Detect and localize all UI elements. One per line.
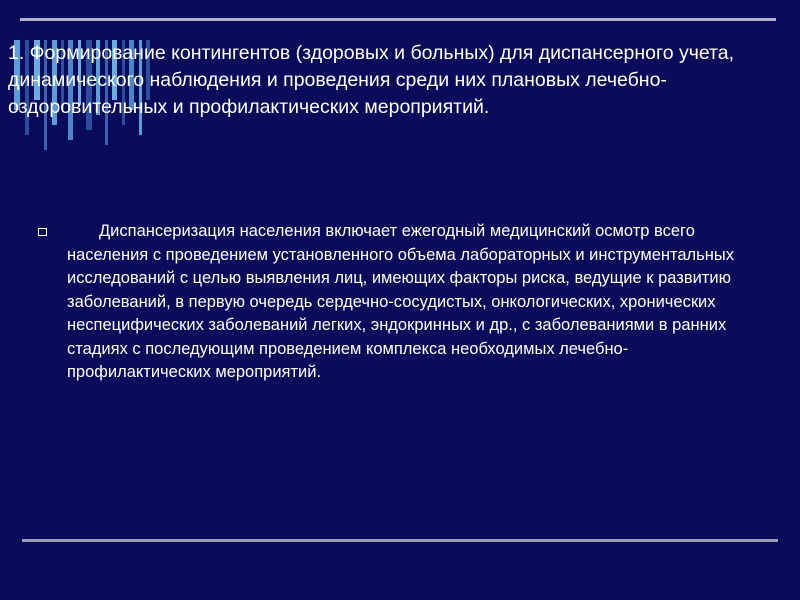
top-divider bbox=[20, 18, 776, 21]
hollow-square-bullet-icon bbox=[38, 228, 47, 236]
bullet-list bbox=[38, 220, 758, 385]
list-item bbox=[38, 220, 758, 385]
bullet-text: Диспансеризация населения включает ежегодный медицинский осмотр всего населения с проведением установленного объема лабораторных и инструментальных исследований с целью выявления лиц, имеющих факторы риска, ведущие к развитию заболеваний, в первую очередь сердечно-сосудистых, онкологических, хронических неспецифических заболеваний легких, эндокринных и др., с заболеваниями в ранних стадиях с последующим проведением комплекса необходимых лечебно-профилактических мероприятий. bbox=[67, 222, 734, 381]
bottom-divider bbox=[22, 539, 778, 542]
slide-title: 1. Формирование контингентов (здоровых и больных) для диспансерного учета, динамического наблюдения и проведения среди них плановых лечебно-оздоровительных и профилактических мероприятий. bbox=[8, 42, 735, 118]
